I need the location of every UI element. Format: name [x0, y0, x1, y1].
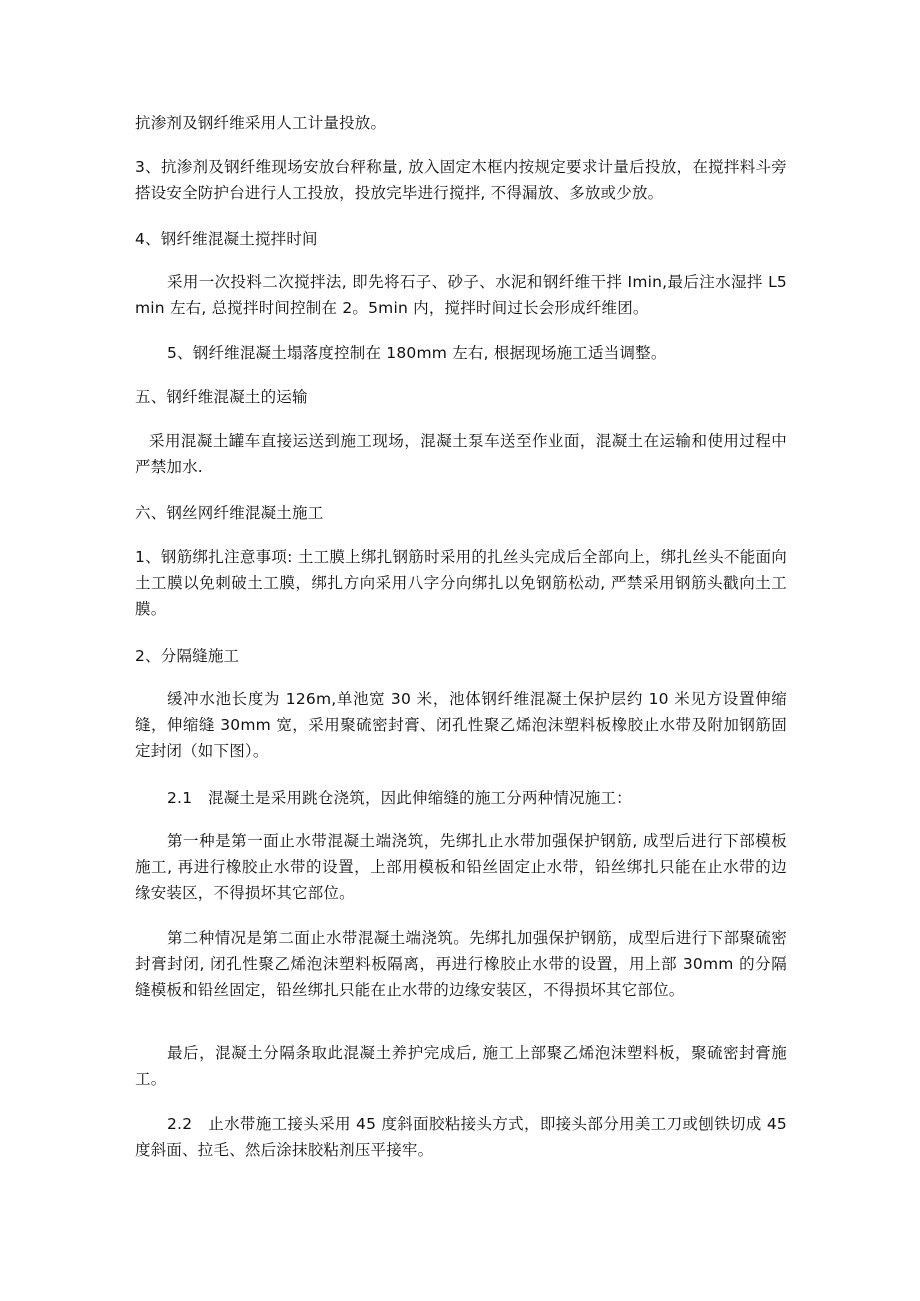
- paragraph-11: 第一种是第一面止水带混凝土端浇筑，先绑扎止水带加强保护钢筋, 成型后进行下部模板施工, 再进行橡胶止水带的设置，上部用模板和铅丝固定止水带，铅丝绑扎只能在止水带的边缘安装区，不得损坏其它部位。: [135, 832, 787, 902]
- paragraph-12: 第二种情况是第二面止水带混凝土端浇筑。先绑扎加强保护钢筋，成型后进行下部聚硫密封膏封闭, 闭孔性聚乙烯泡沫塑料板隔离，再进行橡胶止水带的设置，用上部 30mm 的分隔缝模板和铅丝固定，铅丝绑扎只能在止水带的边缘安装区，不得损坏其它部位。: [135, 929, 787, 999]
- section-heading-6: 六、钢丝网纤维混凝土施工: [135, 504, 324, 522]
- paragraph-9: 缓冲水池长度为 126m,单池宽 30 米，池体钢纤维混凝土保护层约 10 米见方设置伸缩缝，伸缩缝 30mm 宽，采用聚硫密封膏、闭孔性聚乙烯泡沫塑料板橡胶止水带及附加钢筋固定封闭（如下图）。: [135, 690, 787, 760]
- paragraph-7: 1、钢筋绑扎注意事项: 土工膜上绑扎钢筋时采用的扎丝头完成后全部向上，绑扎丝头不能面向土工膜以免刺破土工膜，绑扎方向采用八字分向绑扎以免钢筋松动, 严禁采用钢筋头戳向土工膜。: [135, 548, 787, 618]
- paragraph-3-heading: 4、钢纤维混凝土搅拌时间: [135, 230, 318, 248]
- paragraph-6: 采用混凝土罐车直接运送到施工现场，混凝土泵车送至作业面，混凝土在运输和使用过程中严禁加水.: [135, 432, 787, 476]
- paragraph-1: 抗渗剂及钢纤维采用人工计量投放。: [135, 114, 387, 132]
- paragraph-13: 最后，混凝土分隔条取此混凝土养护完成后, 施工上部聚乙烯泡沫塑料板，聚硫密封膏施工。: [135, 1044, 787, 1088]
- paragraph-4: 采用一次投料二次搅拌法, 即先将石子、砂子、水泥和钢纤维干拌 Imin,最后注水湿拌 L5min 左右, 总搅拌时间控制在 2。5min 内，搅拌时间过长会形成纤维团。: [135, 273, 787, 317]
- paragraph-10: 2.1 混凝土是采用跳仓浇筑，因此伸缩缝的施工分两种情况施工：: [167, 789, 632, 807]
- paragraph-5: 5、钢纤维混凝土塌落度控制在 180mm 左右, 根据现场施工适当调整。: [167, 344, 667, 362]
- paragraph-8-heading: 2、分隔缝施工: [135, 647, 240, 665]
- paragraph-2: 3、抗渗剂及钢纤维现场安放台秤称量, 放入固定木框内按规定要求计量后投放，在搅拌料斗旁搭设安全防护台进行人工投放，投放完毕进行搅拌, 不得漏放、多放或少放。: [135, 158, 787, 202]
- paragraph-14: 2.2 止水带施工接头采用 45 度斜面胶粘接头方式，即接头部分用美工刀或刨铁切成 45 度斜面、拉毛、然后涂抹胶粘剂压平接牢。: [135, 1115, 787, 1159]
- section-heading-5: 五、钢纤维混凝土的运输: [135, 388, 308, 406]
